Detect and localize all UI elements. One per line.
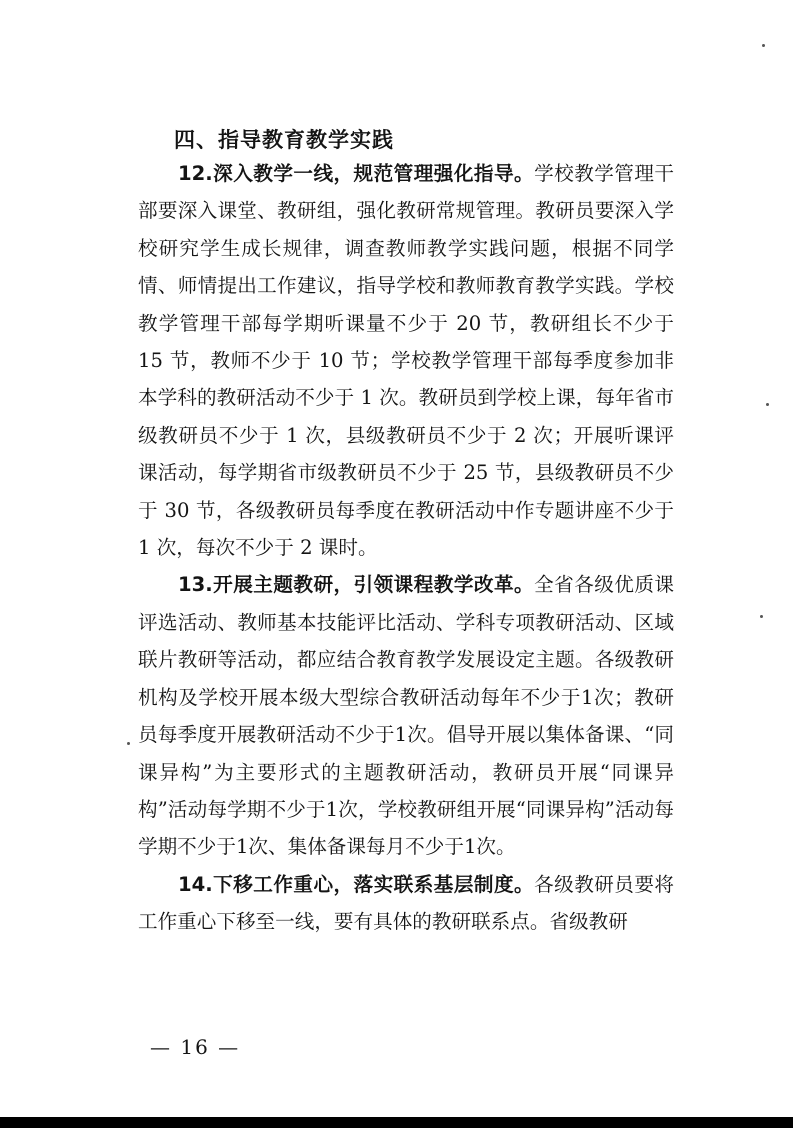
scan-speck xyxy=(127,742,130,745)
paragraph-13-heading: 13.开展主题教研，引领课程教学改革。 xyxy=(178,573,535,597)
paragraph-13-text: 全省各级优质课评选活动、教师基本技能评比活动、学科专项教研活动、区域联片教研等活动，都应结合教育教学发展设定主题。各级教研机构及学校开展本级大型综合教研活动每年不少于1次；教研员每季度开展教研活动不少于1次。倡导开展以集体备课、“同课异构”为主要形式的主题教研活动，教研员开展“同课异构”活动每学期不少于1次，学校教研组开展“同课异构”活动每学期不少于1次、集体备课每月不少于1次。 xyxy=(138,573,675,859)
scan-speck xyxy=(760,615,763,618)
paragraph-14-heading: 14.下移工作重心，落实联系基层制度。 xyxy=(178,872,535,896)
page-number: — 16 — xyxy=(150,1035,241,1059)
body-text xyxy=(138,155,674,941)
section-heading: 四、指导教育教学实践 xyxy=(174,128,394,152)
scan-border-bottom xyxy=(0,1117,793,1128)
paragraph-12-text: 学校教学管理干部要深入课堂、教研组，强化教研常规管理。教研员要深入学校研究学生成长规律，调查教师教学实践问题，根据不同学情、师情提出工作建议，指导学校和教师教育教学实践。学校教学管理干部每学期听课量不少于 20 节，教研组长不少于 15 节，教师不少于 10 节；学校教学管理干部每季度参加非本学科的教研活动不少于 1 次。教研员到学校上课，每年省市级教研员不少于 1 次，县级教研员不少于 2 次；开展听课评课活动，每学期省市级教研员不少于 25 节，县级教研员不少于 30 节，各级教研员每季度在教研活动中作专题讲座不少于 1 次，每次不少于 2 课时。 xyxy=(138,162,675,560)
paragraph-12 xyxy=(138,155,674,566)
paragraph-14-text: 各级教研员要将工作重心下移至一线，要有具体的教研联系点。省级教研 xyxy=(138,872,675,934)
paragraph-12-heading: 12.深入教学一线，规范管理强化指导。 xyxy=(178,162,535,185)
paragraph-14 xyxy=(138,866,674,941)
scan-speck xyxy=(762,44,765,47)
scan-speck xyxy=(766,403,769,406)
paragraph-13 xyxy=(138,566,674,865)
